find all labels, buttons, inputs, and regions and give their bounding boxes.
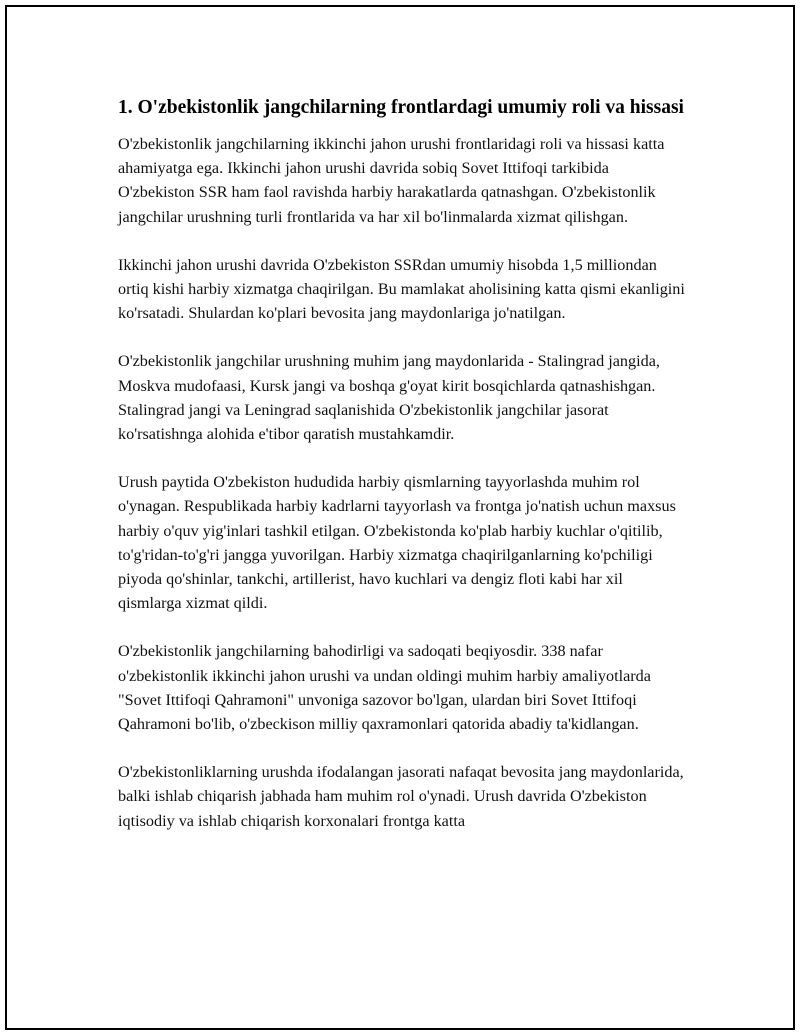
paragraph-6: O'zbekistonliklarning urushda ifodalangan jasorati nafaqat bevosita jang maydonlarida, balki ishlab chiqarish jabhada ham muhim rol o'ynadi. Urush davrida O'zbekiston iqtisodiy va ishlab chiqarish korxonalari frontga katta	[118, 763, 684, 830]
section-heading: 1. O'zbekistonlik jangchilarning frontlardagi umumiy roli va hissasi	[118, 97, 684, 118]
paragraph-2: Ikkinchi jahon urushi davrida O'zbekiston SSRdan umumiy hisobda 1,5 milliondan ortiq kishi harbiy xizmatga chaqirilgan. Bu mamlakat aholisining katta qismi ekanligini ko'rsatadi. Shulardan ko'plari bevosita jang maydonlariga jo'natilgan.	[118, 255, 685, 323]
paragraph-3: O'zbekistonlik jangchilar urushning muhim jang maydonlarida - Stalingrad jangida, Moskva mudofaasi, Kursk jangi va boshqa g'oyat kirit bosqichlarda qatnashishgan. Stalingrad jangi va Leningrad saqlanishida O'zbekistonlik jangchilar jasorat ko'rsatishnga alohida e'tibor qaratish mustahkamdir.	[118, 352, 660, 444]
paragraph-5: O'zbekistonlik jangchilarning bahodirligi va sadoqati beqiyosdir. 338 nafar o'zbekistonlik ikkinchi jahon urushi va undan oldingi muhim harbiy amaliyotlarda "Sovet Ittifoqi Qahramoni" unvoniga sazovor bo'lgan, ulardan biri Sovet Ittifoqi Qahramoni bo'lib, o'zbeckison milliy qaxramonlari qatorida abadiy ta'kidlangan.	[118, 642, 651, 734]
document-body	[118, 94, 688, 857]
paragraph-1: O'zbekistonlik jangchilarning ikkinchi jahon urushi frontlaridagi roli va hissasi katta ahamiyatga ega. Ikkinchi jahon urushi davrida sobiq Sovet Ittifoqi tarkibida O'zbekiston SSR ham faol ravishda harbiy harakatlarda qatnashgan. O'zbekistonlik jangchilar urushning turli frontlarida va har xil bo'linmalarda xizmat qilishgan.	[118, 135, 665, 226]
paragraph-4: Urush paytida O'zbekiston hududida harbiy qismlarning tayyorlashda muhim rol o'ynagan. Respublikada harbiy kadrlarni tayyorlash va frontga jo'natish uchun maxsus harbiy o'quv yig'inlari tashkil etilgan. O'zbekistonda ko'plab harbiy kuchlar o'qitilib, to'g'ridan-to'g'ri jangga yuvorilgan. Harbiy xizmatga chaqirilganlarning ko'pchiligi piyoda qo'shinlar, tankchi, artillerist, havo kuchlari va dengiz floti kabi har xil qismlarga xizmat qildi.	[118, 473, 676, 613]
